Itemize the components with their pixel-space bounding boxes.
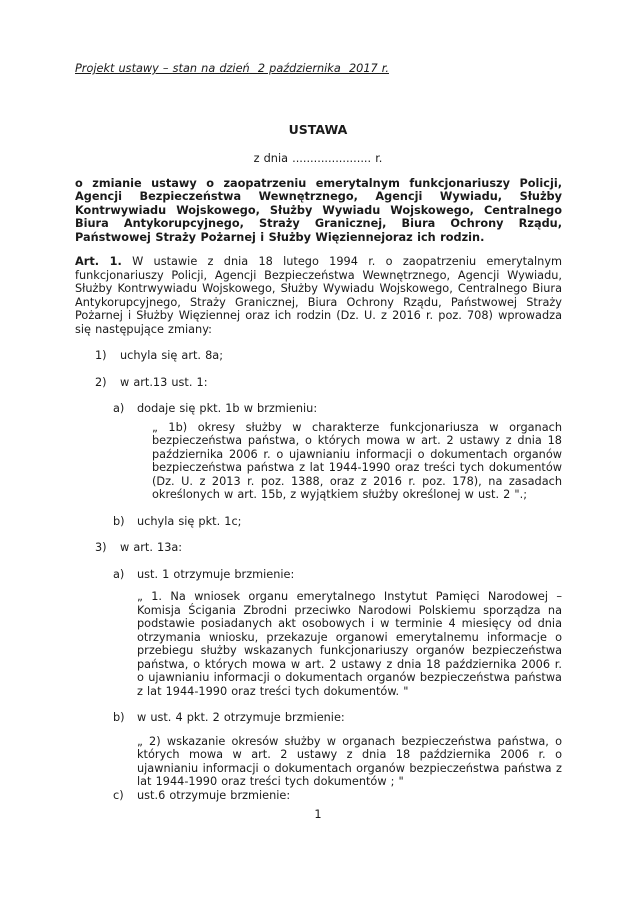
list-item-3b	[0, 711, 562, 725]
list-item-text: uchyla się art. 8a;	[120, 349, 224, 362]
list-item-3	[0, 541, 562, 555]
article-1-paragraph	[75, 255, 562, 336]
law-title: USTAWA	[288, 121, 348, 137]
document-status-header: Projekt ustawy – stan na dzień 2 października 2017 r.	[75, 62, 389, 75]
list-item-marker: a)	[113, 402, 125, 415]
list-item-marker: 2)	[95, 375, 107, 389]
list-item-2a	[0, 402, 562, 416]
list-item-marker: b)	[113, 514, 125, 528]
list-item-text: ust. 1 otrzymuje brzmienie:	[137, 567, 295, 581]
quoted-provision-ust1: „ 1. Na wniosek organu emerytalnego Instytut Pamięci Narodowej – Komisja Ścigania Zbrodni przeciwko Narodowi Polskiemu sporządza na podstawie posiadanych akt osobowych i w terminie 4 miesięcy od dnia otrzymania wniosku, przekazuje organowi emerytalnemu informacje o przebiegu służby wskazanych funkcjonariuszy organów bezpieczeństwa państwa, o których mowa w art. 2 ustawy z dnia 18 października 2006 r. o ujawnianiu informacji o dokumentach organów bezpieczeństwa państwa z lat 1944-1990 oraz treści tych dokumentów. "	[137, 590, 562, 698]
list-item-3c	[0, 789, 562, 803]
list-item-marker: c)	[113, 788, 124, 802]
list-item-text: ust.6 otrzymuje brzmienie:	[137, 788, 291, 802]
list-item-1	[0, 349, 562, 363]
law-subject-paragraph: o zmianie ustawy o zaopatrzeniu emerytalnym funkcjonariuszy Policji, Agencji Bezpieczeństwa Wewnętrznego, Agencji Wywiadu, Służby Kontrwywiadu Wojskowego, Służby Wywiadu Wojskowego, Centralnego Biura Antykorupcyjnego, Straży Granicznej, Biura Ochrony Rządu, Państwowej Straży Pożarnej i Służby Więziennejoraz ich rodzin.	[75, 176, 562, 244]
list-item-2	[0, 376, 562, 390]
list-item-text: w art. 13a:	[120, 541, 183, 554]
list-item-text: w art.13 ust. 1:	[120, 375, 208, 389]
list-item-marker: a)	[113, 567, 125, 581]
list-item-3a	[0, 568, 562, 582]
article-1-label: Art. 1.	[75, 255, 122, 268]
list-item-text: w ust. 4 pkt. 2 otrzymuje brzmienie:	[137, 711, 345, 724]
list-item-marker: 3)	[95, 541, 107, 554]
list-item-marker: b)	[113, 711, 125, 724]
date-placeholder-line: z dnia ...................... r.	[253, 152, 383, 165]
article-1-text: W ustawie z dnia 18 lutego 1994 r. o zaopatrzeniu emerytalnym funkcjonariuszy Policji, Agencji Bezpieczeństwa Wewnętrznego, Agencji Wywiadu, Służby Kontrwywiadu Wojskowego, Służby Wywiadu Wojskowego, Centralnego Biura Antykorupcyjnego, Straży Granicznej, Biura Ochrony Rządu, Państwowej Straży Pożarnej i Służby Więziennej oraz ich rodzin (Dz. U. z 2016 r. poz. 708) wprowadza się następujące zmiany:	[75, 255, 563, 336]
list-item-text: dodaje się pkt. 1b w brzmieniu:	[137, 402, 318, 415]
list-item-marker: 1)	[95, 349, 107, 362]
quoted-provision-1b: „ 1b) okresy służby w charakterze funkcjonariusza w organach bezpieczeństwa państwa, o których mowa w art. 2 ustawy z dnia 18 października 2006 r. o ujawnianiu informacji o dokumentach organów bezpieczeństwa państwa z lat 1944-1990 oraz treści tych dokumentów (Dz. U. z 2013 r. poz. 1388, oraz z 2016 r. poz. 178), na zasadach określonych w art. 15b, z wyjątkiem służby określonej w ust. 2 ".;	[152, 420, 562, 501]
quoted-provision-pkt2: „ 2) wskazanie okresów służby w organach bezpieczeństwa państwa, o których mowa w art. 2 ustawy z dnia 18 października 2006 r. o ujawnianiu informacji o dokumentach organów bezpieczeństwa państwa z lat 1944-1990 oraz treści tych dokumentów ; "	[137, 734, 562, 788]
list-item-2b	[0, 515, 562, 529]
list-item-text: uchyla się pkt. 1c;	[137, 514, 242, 528]
page-number: 1	[314, 808, 322, 821]
